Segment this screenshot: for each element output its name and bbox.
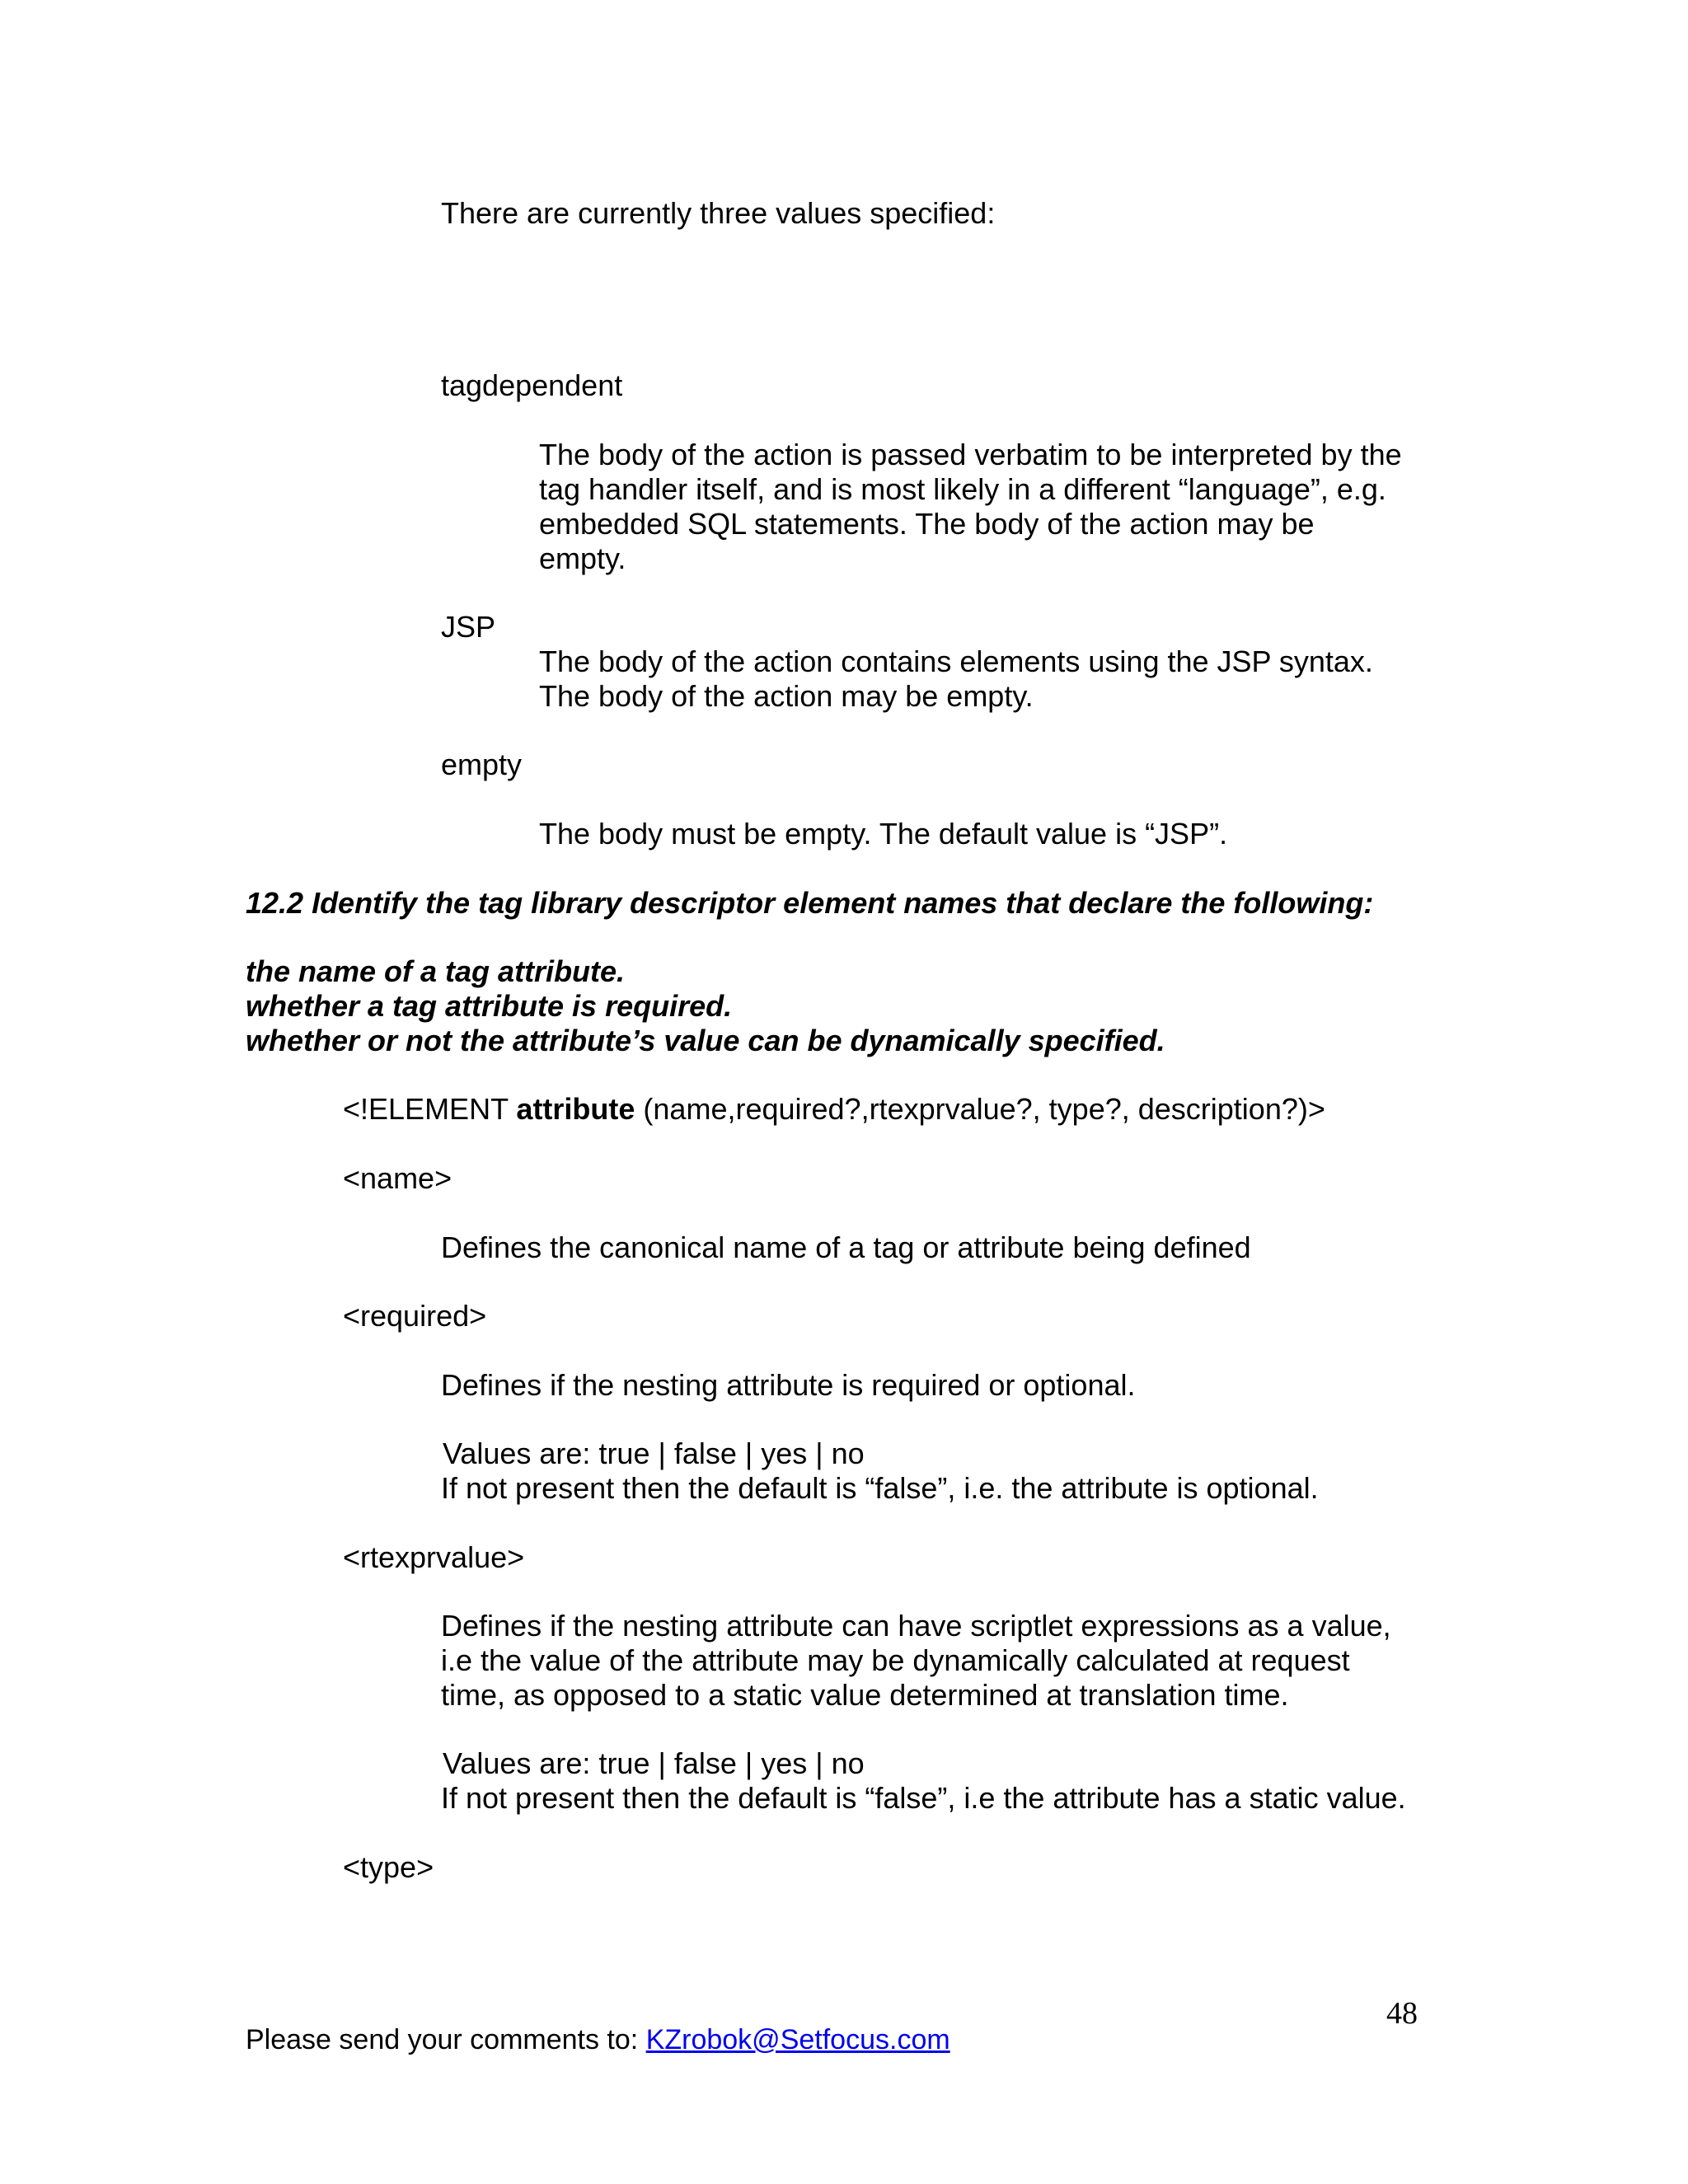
- objective-item: whether a tag attribute is required.: [246, 989, 733, 1023]
- value-desc-line: The body of the action may be empty.: [539, 679, 1034, 713]
- element-declaration: [343, 1092, 1325, 1127]
- element-default-line: If not present then the default is “false”, i.e. the attribute is optional.: [441, 1471, 1319, 1505]
- element-desc-line: i.e the value of the attribute may be dynamically calculated at request: [441, 1643, 1350, 1677]
- value-term-empty: empty: [441, 748, 523, 781]
- footer-email-link[interactable]: KZrobok@Setfocus.com: [645, 2024, 950, 2055]
- element-values-line: Values are: true | false | yes | no: [443, 1436, 865, 1470]
- value-desc-line: empty.: [539, 541, 626, 575]
- element-desc-line: Defines if the nesting attribute can have scriptlet expressions as a value,: [441, 1609, 1391, 1643]
- section-heading: 12.2 Identify the tag library descriptor element names that declare the following:: [246, 886, 1374, 920]
- element-tag-name: <name>: [343, 1161, 452, 1195]
- element-desc-line: Defines the canonical name of a tag or attribute being defined: [441, 1230, 1251, 1264]
- element-values-line: Values are: true | false | yes | no: [443, 1746, 865, 1780]
- value-desc-line: The body of the action contains elements using the JSP syntax.: [539, 644, 1373, 678]
- objective-item: whether or not the attribute’s value can be dynamically specified.: [246, 1024, 1165, 1057]
- element-desc-line: time, as opposed to a static value determined at translation time.: [441, 1678, 1289, 1712]
- element-default-line: If not present then the default is “false”, i.e the attribute has a static value.: [441, 1781, 1406, 1815]
- footer-text: Please send your comments to:: [246, 2024, 646, 2055]
- element-decl-suffix: (name,required?,rtexprvalue?, type?, description?)>: [635, 1092, 1325, 1126]
- value-desc-line: The body must be empty. The default value is “JSP”.: [539, 817, 1228, 851]
- value-term-tagdependent: tagdependent: [441, 368, 623, 402]
- value-desc-line: The body of the action is passed verbatim to be interpreted by the: [539, 438, 1402, 471]
- intro-text: There are currently three values specified:: [441, 196, 996, 230]
- element-decl-prefix: <!ELEMENT: [343, 1092, 517, 1126]
- value-desc-line: tag handler itself, and is most likely in a different “language”, e.g.: [539, 472, 1386, 506]
- value-term-jsp: JSP: [441, 610, 496, 644]
- element-tag-required: <required>: [343, 1299, 487, 1333]
- element-decl-name: attribute: [516, 1092, 635, 1126]
- element-tag-type: <type>: [343, 1850, 434, 1884]
- page-number: 48: [1386, 1996, 1418, 2031]
- value-desc-line: embedded SQL statements. The body of the action may be: [539, 507, 1315, 541]
- element-desc-line: Defines if the nesting attribute is required or optional.: [441, 1368, 1136, 1402]
- footer: [246, 2022, 950, 2057]
- objective-item: the name of a tag attribute.: [246, 954, 626, 988]
- element-tag-rtexprvalue: <rtexprvalue>: [343, 1540, 525, 1574]
